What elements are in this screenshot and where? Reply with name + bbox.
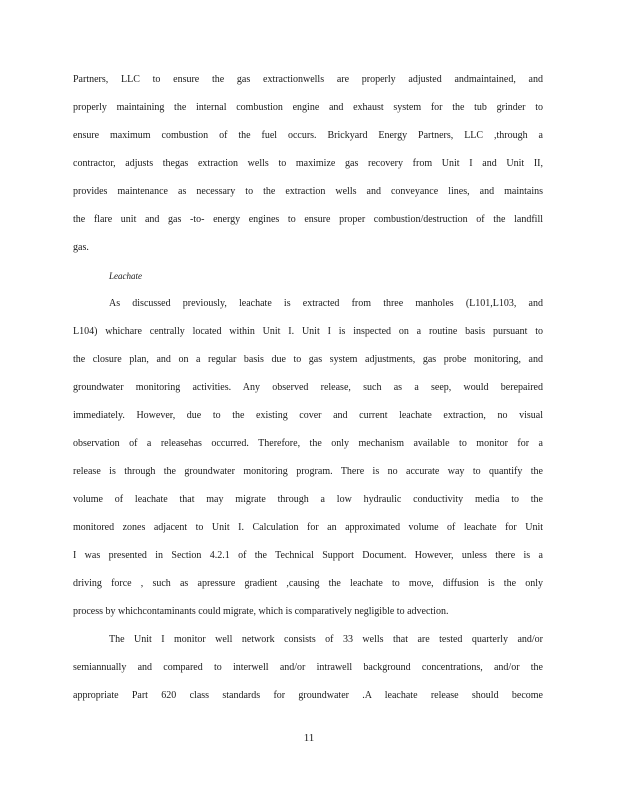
text-line: process by whichcontaminants could migrate, which is comparatively negligible to advection. [73, 606, 449, 617]
text-line: appropriate Part 620 class standards for groundwater .A leachate release should become [73, 690, 543, 701]
text-line: groundwater monitoring activities. Any observed release, such as a seep, would berepaired [73, 382, 543, 393]
text-line: the closure plan, and on a regular basis due to gas system adjustments, gas probe monitoring, and [73, 354, 543, 365]
text-line: observation of a releasehas occurred. Therefore, the only mechanism available to monitor for a [73, 438, 543, 449]
page-number: 11 [303, 732, 315, 744]
text-line: As discussed previously, leachate is extracted from three manholes (L101,L103, and [109, 298, 543, 309]
text-line: L104) whichare centrally located within Unit I. Unit I is inspected on a routine basis pursuant to [73, 326, 543, 337]
text-line: ensure maximum combustion of the fuel occurs. Brickyard Energy Partners, LLC ,through a [73, 130, 543, 141]
text-line: provides maintenance as necessary to the extraction wells and conveyance lines, and maintains [73, 186, 543, 197]
text-line: I was presented in Section 4.2.1 of the Technical Support Document. However, unless there is a [73, 550, 543, 561]
text-line: Partners, LLC to ensure the gas extractionwells are properly adjusted andmaintained, and [73, 74, 543, 85]
text-line: immediately. However, due to the existing cover and current leachate extraction, no visual [73, 410, 543, 421]
text-line: volume of leachate that may migrate through a low hydraulic conductivity media to the [73, 494, 543, 505]
text-line: properly maintaining the internal combustion engine and exhaust system for the tub grinder to [73, 102, 543, 113]
text-line: The Unit I monitor well network consists of 33 wells that are tested quarterly and/or [109, 634, 543, 645]
body-text [73, 66, 543, 710]
text-line: driving force , such as apressure gradient ,causing the leachate to move, diffusion is the only [73, 578, 543, 589]
text-line: release is through the groundwater monitoring program. There is no accurate way to quantify the [73, 466, 543, 477]
text-line: gas. [73, 242, 89, 253]
text-line: semiannually and compared to interwell and/or intrawell background concentrations, and/or the [73, 662, 543, 673]
text-line: monitored zones adjacent to Unit I. Calculation for an approximated volume of leachate for Unit [73, 522, 543, 533]
section-heading-leachate: Leachate [109, 271, 142, 281]
text-line: contractor, adjusts thegas extraction wells to maximize gas recovery from Unit I and Unit II, [73, 158, 543, 169]
text-line: the flare unit and gas -to- energy engines to ensure proper combustion/destruction of the landfill [73, 214, 543, 225]
